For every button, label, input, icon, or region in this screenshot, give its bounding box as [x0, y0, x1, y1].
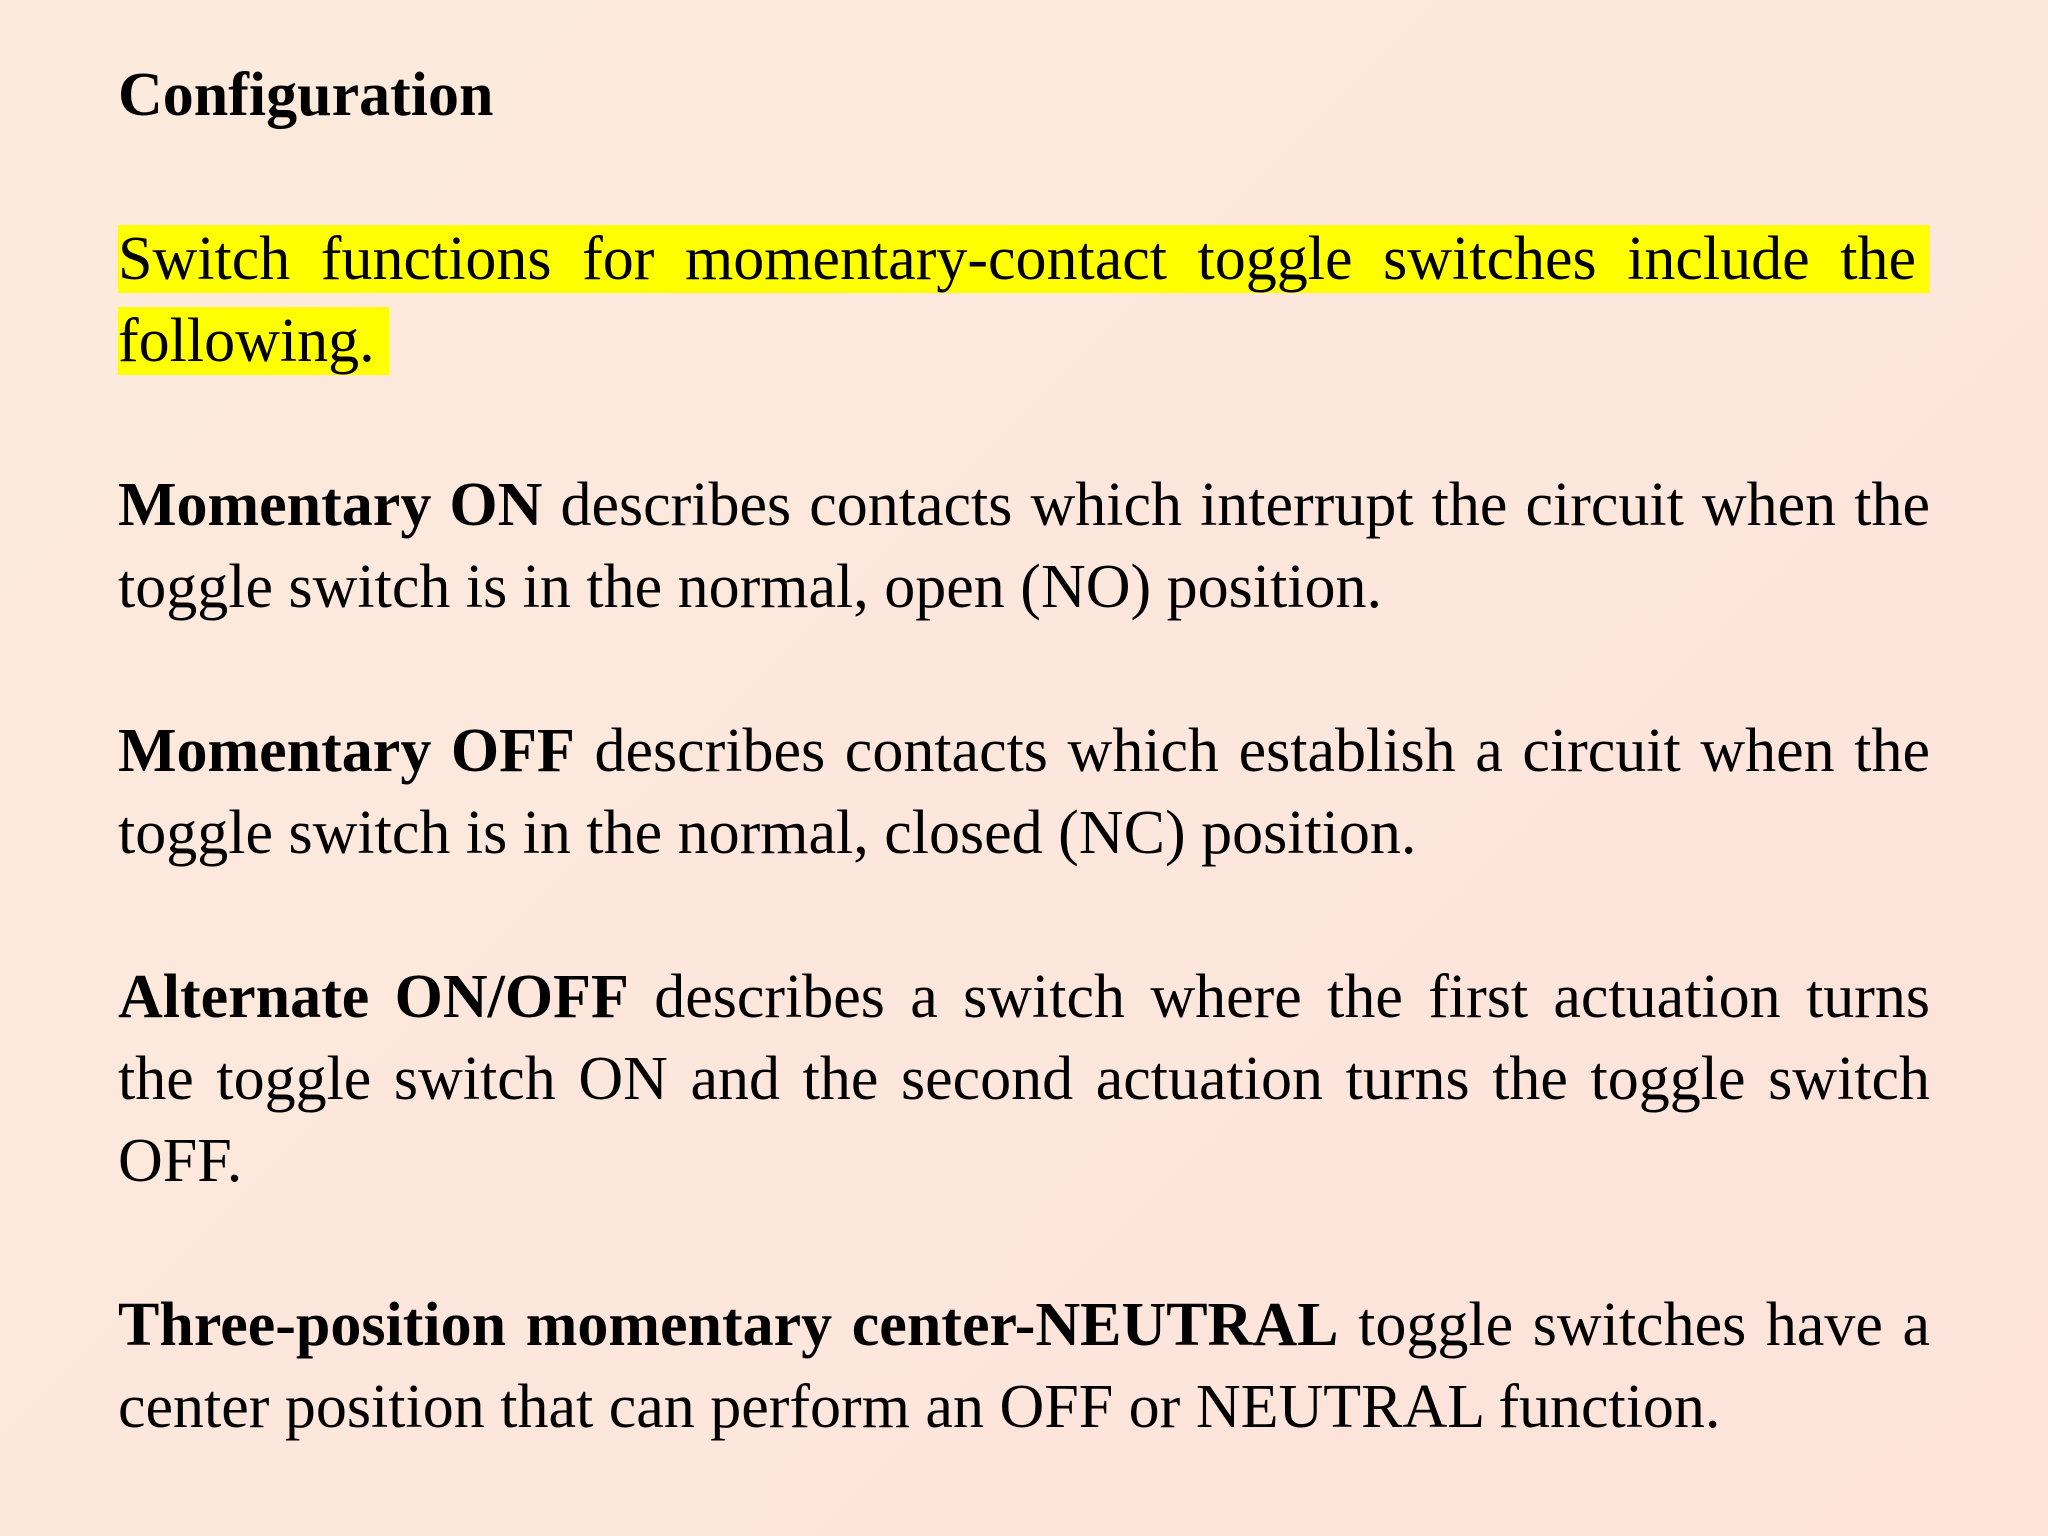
definition-term: Alternate ON/OFF	[118, 963, 629, 1031]
definition-three-position	[118, 1284, 1930, 1448]
definition-text: describes contacts which interrupt the circuit when the toggle switch is in the normal, open (NO) position.	[118, 471, 1930, 621]
highlighted-intro-text: Switch functions for momentary-contact toggle switches include the following.	[118, 225, 1930, 375]
page-title: Configuration	[118, 61, 494, 129]
definition-momentary-on	[118, 464, 1930, 628]
definition-term: Momentary ON	[118, 471, 543, 539]
slide-content	[118, 54, 1930, 1530]
definition-momentary-off	[118, 710, 1930, 874]
intro-paragraph	[118, 218, 1930, 382]
definition-text: describes contacts which establish a circuit when the toggle switch is in the normal, closed (NC) position.	[118, 717, 1930, 867]
definition-alternate-on-off	[118, 956, 1930, 1202]
definition-text: describes a switch where the first actuation turns the toggle switch ON and the second actuation turns the toggle switch OFF.	[118, 963, 1930, 1195]
definition-term: Three-position momentary center-NEUTRAL	[118, 1291, 1339, 1359]
definition-text: toggle switches have a center position that can perform an OFF or NEUTRAL function.	[118, 1291, 1930, 1441]
definition-term: Momentary OFF	[118, 717, 575, 785]
